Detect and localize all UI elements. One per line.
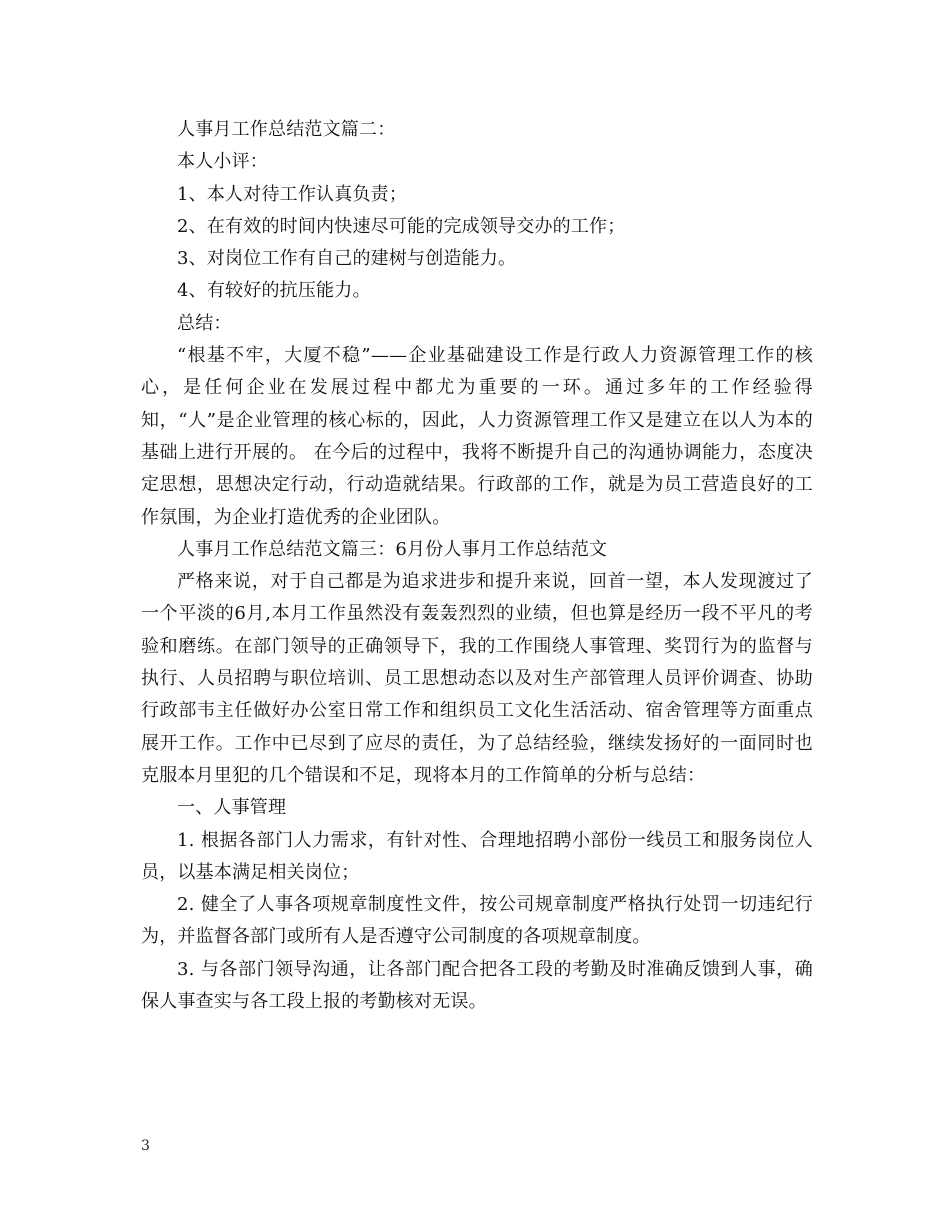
list-item: 1、本人对待工作认真负责； xyxy=(177,183,408,205)
section-heading: 人事月工作总结范文篇二： xyxy=(177,119,396,140)
page-number: 3 xyxy=(141,1138,150,1154)
subheading: 本人小评： xyxy=(177,151,268,173)
list-item: 3. 与各部门领导沟通，让各部门配合把各工段的考勤及时准确反馈到人事，确保人事查实与各工段上报的考勤核对无误。 xyxy=(141,958,813,1013)
list-item: 2、在有效的时间内快速尽可能的完成领导交办的工作； xyxy=(177,215,626,237)
list-item: 4、有较好的抗压能力。 xyxy=(177,280,371,302)
section-heading: 人事月工作总结范文篇三：6月份人事月工作总结范文 xyxy=(177,538,608,560)
list-item: 2. 健全了人事各项规章制度性文件，按公司规章制度严格执行处罚一切违纪行为，并监督各部门或所有人是否遵守公司制度的各项规章制度。 xyxy=(141,894,813,948)
subheading: 一、人事管理 xyxy=(177,797,287,819)
body-paragraph: “根基不牢，大厦不稳”——企业基础建设工作是行政人力资源管理工作的核心，是任何企业在发展过程中都尤为重要的一环。通过多年的工作经验得知，“人”是企业管理的核心标的，因此，人力资源管理工作又是建立在以人为本的基础上进行开展的。 在今后的过程中，我将不断提升自己的沟通协调能力，态度决定思想，思想决定行动，行动造就结果。行政部的工作，就是为员工营造良好的工作氛围，为企业打造优秀的企业团队。 xyxy=(141,345,813,528)
subheading: 总结： xyxy=(177,312,232,334)
document-body xyxy=(141,114,813,1018)
list-item: 1. 根据各部门人力需求，有针对性、合理地招聘小部份一线员工和服务岗位人员，以基本满足相关岗位； xyxy=(141,829,813,883)
list-item: 3、对岗位工作有自己的建树与创造能力。 xyxy=(177,248,517,270)
body-paragraph: 严格来说，对于自己都是为追求进步和提升来说，回首一望，本人发现渡过了一个平淡的6月,本月工作虽然没有轰轰烈烈的业绩，但也算是经历一段不平凡的考验和磨练。在部门领导的正确领导下，我的工作围绕人事管理、奖罚行为的监督与执行、人员招聘与职位培训、员工思想动态以及对生产部管理人员评价调查、协助行政部韦主任做好办公室日常工作和组织员工文化生活活动、宿舍管理等方面重点展开工作。工作中已尽到了应尽的责任，为了总结经验，继续发扬好的一面同时也克服本月里犯的几个错误和不足，现将本月的工作简单的分析与总结： xyxy=(141,571,813,786)
